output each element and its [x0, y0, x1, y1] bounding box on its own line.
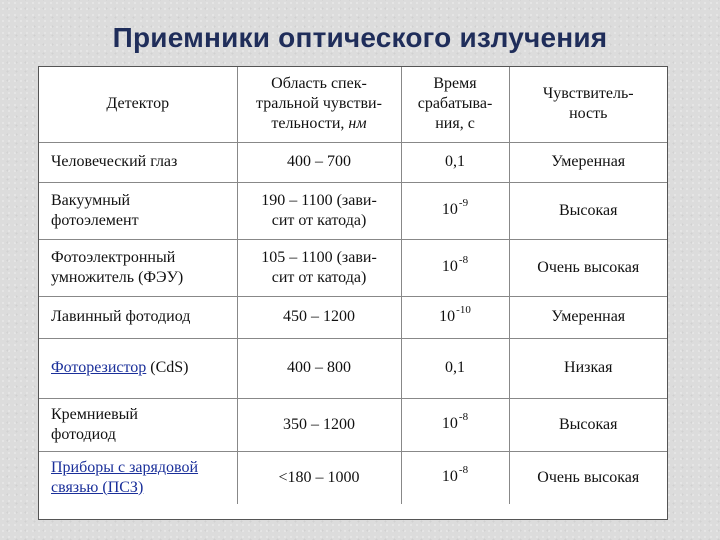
- sensitivity-value: Умеренная: [551, 153, 626, 170]
- table-row: [39, 451, 667, 504]
- table-header-row: [39, 67, 667, 142]
- spectral-range-value: 105 – 1100 (зави-: [261, 248, 377, 266]
- header-detector: Детектор: [106, 95, 170, 113]
- response-time-exponent: -8: [458, 464, 469, 477]
- detector-cell: [39, 451, 237, 504]
- detector-suffix: (CdS): [146, 359, 189, 376]
- sensitivity-value: Умеренная: [551, 308, 626, 325]
- response-time-base: 10: [439, 307, 456, 325]
- table-row: [39, 398, 667, 451]
- detector-table-frame: [38, 66, 668, 520]
- response-time-base: 10: [441, 468, 458, 486]
- response-time-cell: [401, 398, 509, 451]
- spectral-range-value: сит от катода): [271, 211, 367, 229]
- detector-cell: [39, 142, 237, 182]
- detector-cell: [39, 338, 237, 398]
- spectral-range-cell: [237, 142, 401, 182]
- table-row: [39, 182, 667, 239]
- response-time-base: 0,1: [445, 359, 465, 376]
- response-time-cell: [401, 239, 509, 296]
- response-time-cell: [401, 338, 509, 398]
- response-time-base: 10: [441, 415, 458, 432]
- header-response-time: Время срабатыва- ния, с: [401, 67, 509, 142]
- sensitivity-cell: [509, 142, 667, 182]
- detector-cell: [39, 296, 237, 338]
- detector-link[interactable]: Фоторезистор: [51, 359, 147, 376]
- detector-link[interactable]: Приборы с зарядовой: [51, 458, 199, 476]
- spectral-range-cell: [237, 338, 401, 398]
- response-time-base: 10: [441, 201, 458, 218]
- spectral-range-value: 400 – 800: [287, 359, 351, 376]
- response-time-exponent: -8: [458, 254, 469, 266]
- spectral-range-value: <180 – 1000: [278, 468, 360, 486]
- table-row: [39, 142, 667, 182]
- spectral-range-cell: [237, 239, 401, 296]
- sensitivity-cell: [509, 338, 667, 398]
- detector-name: умножитель (ФЭУ): [51, 268, 184, 286]
- table-row: [39, 239, 667, 296]
- detector-cell: [39, 398, 237, 451]
- response-time-base: 10: [441, 258, 458, 275]
- sensitivity-value: Высокая: [558, 415, 618, 433]
- spectral-range-cell: [237, 182, 401, 239]
- response-time-cell: [401, 142, 509, 182]
- spectral-range-cell: [237, 398, 401, 451]
- detector-name: Кремниевый: [51, 405, 138, 423]
- header-sensitivity: Чувствитель- ность: [509, 67, 667, 142]
- detector-name: Человеческий глаз: [51, 153, 178, 170]
- response-time-exponent: -8: [458, 411, 469, 423]
- table-row: [39, 296, 667, 338]
- response-time-exponent: -9: [458, 197, 469, 209]
- slide-title: Приемники оптического излучения: [112, 22, 608, 53]
- detector-table: [39, 67, 667, 504]
- sensitivity-value: Очень высокая: [537, 258, 640, 276]
- detector-name: Фотоэлектронный: [51, 248, 176, 266]
- sensitivity-cell: [509, 182, 667, 239]
- spectral-range-value: сит от катода): [271, 268, 367, 286]
- response-time-base: 0,1: [445, 153, 465, 170]
- response-time-exponent: -10: [456, 303, 471, 316]
- spectral-range-value: 350 – 1200: [283, 415, 355, 433]
- detector-cell: [39, 239, 237, 296]
- sensitivity-value: Низкая: [564, 359, 613, 376]
- header-spectral-range: Область спек- тральной чувстви- тельности, нм: [237, 67, 401, 142]
- detector-link[interactable]: связью (ПСЗ): [51, 478, 144, 496]
- detector-name: Лавинный фотодиод: [51, 308, 191, 325]
- detector-cell: [39, 182, 237, 239]
- spectral-range-value: 450 – 1200: [283, 308, 355, 325]
- sensitivity-cell: [509, 398, 667, 451]
- response-time-cell: [401, 182, 509, 239]
- spectral-range-value: 400 – 700: [287, 153, 351, 170]
- response-time-cell: [401, 451, 509, 504]
- table-row: [39, 338, 667, 398]
- spectral-range-cell: [237, 296, 401, 338]
- sensitivity-cell: [509, 296, 667, 338]
- sensitivity-cell: [509, 451, 667, 504]
- spectral-range-value: 190 – 1100 (зави-: [261, 191, 377, 209]
- sensitivity-cell: [509, 239, 667, 296]
- detector-name: фотоэлемент: [51, 211, 139, 229]
- response-time-cell: [401, 296, 509, 338]
- sensitivity-value: Высокая: [558, 201, 618, 219]
- sensitivity-value: Очень высокая: [537, 468, 640, 486]
- spectral-range-cell: [237, 451, 401, 504]
- detector-name: Вакуумный: [51, 191, 131, 209]
- detector-name: фотодиод: [51, 425, 116, 443]
